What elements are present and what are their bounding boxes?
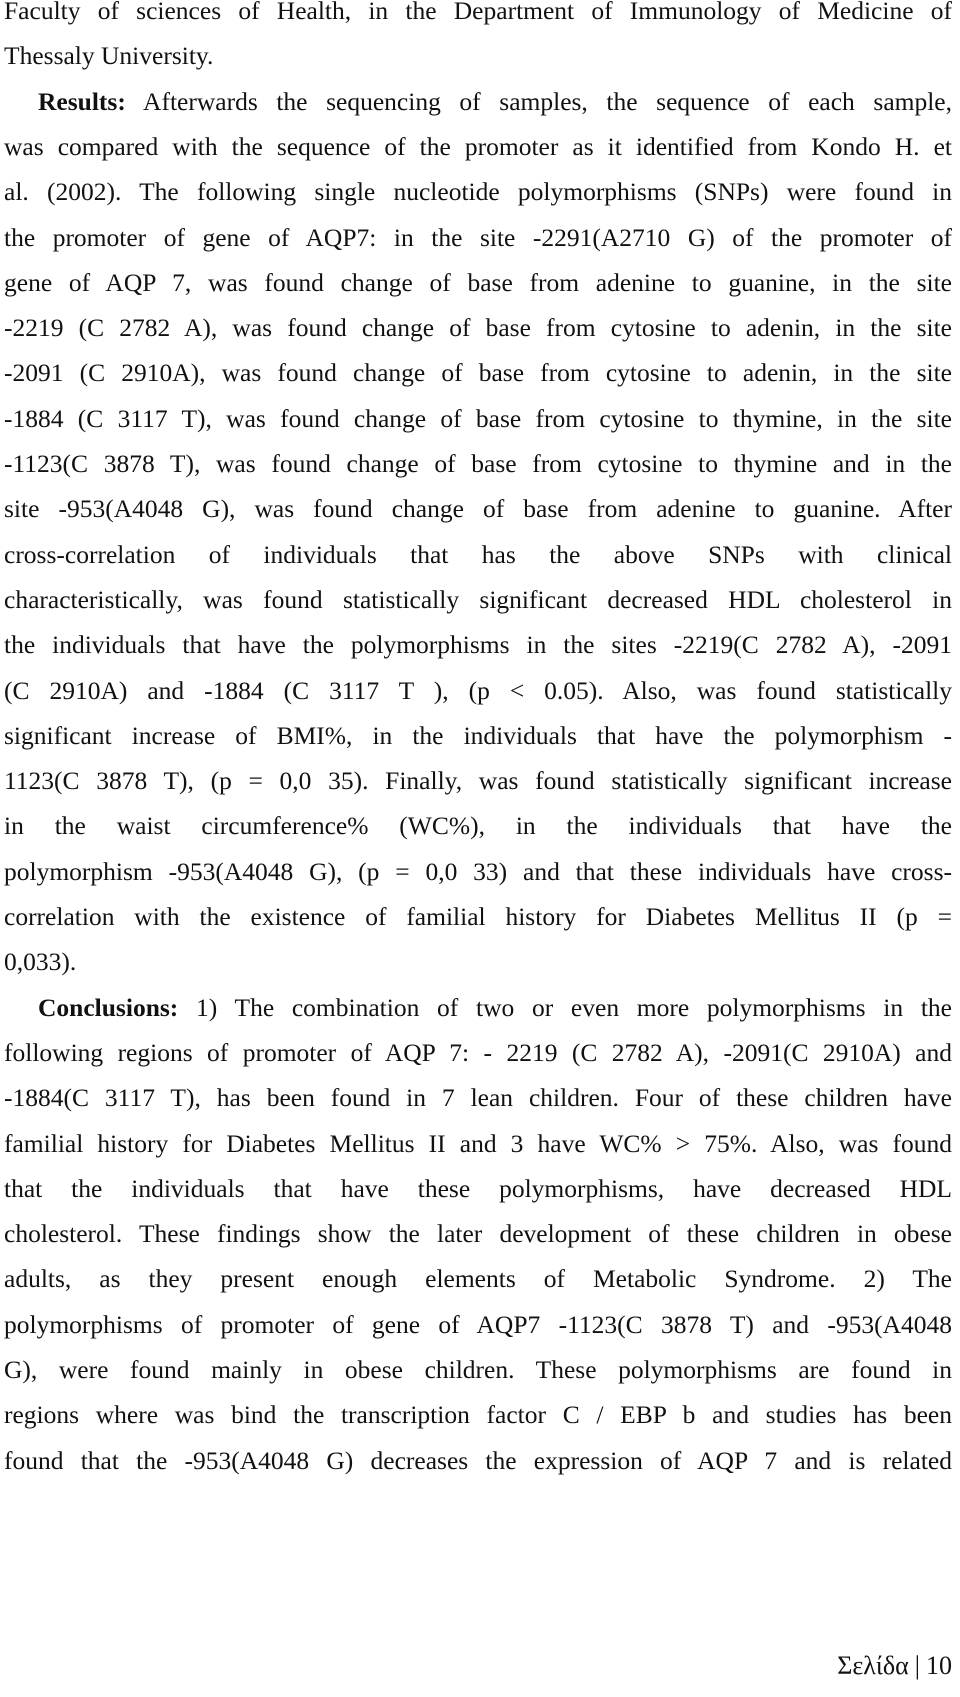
text-line <box>4 167 952 216</box>
text-line <box>4 122 952 171</box>
text-line <box>4 394 952 443</box>
text-line <box>4 213 952 262</box>
line-text: regions where was bind the transcription factor C / EBP b and studies has been <box>4 1400 952 1430</box>
line-text: the individuals that have the polymorphisms in the sites -2219(C 2782 A), -2091 <box>4 630 952 660</box>
text-line <box>4 1119 952 1168</box>
text-line <box>4 530 952 579</box>
text-line <box>4 666 952 715</box>
line-text: the promoter of gene of AQP7: in the site -2291(A2710 G) of the promoter of <box>4 222 952 252</box>
line-text: -1884 (C 3117 T), was found change of base from cytosine to thymine, in the site <box>4 403 952 433</box>
section-label: Conclusions: <box>38 992 179 1022</box>
text-line <box>4 1300 952 1349</box>
line-text: significant increase of BMI%, in the individuals that have the polymorphism - <box>4 720 952 750</box>
line-text: G), were found mainly in obese children. These polymorphisms are found in <box>4 1355 952 1384</box>
text-line <box>4 1254 952 1303</box>
text-line <box>4 575 952 624</box>
text-line <box>4 1164 952 1213</box>
text-line <box>4 711 952 760</box>
page-footer <box>837 1646 952 1686</box>
text-line <box>4 801 952 850</box>
section-label: Results: <box>38 86 126 116</box>
text-line <box>4 1436 952 1485</box>
line-text: cholesterol. These findings show the later development of these children in obese <box>4 1219 952 1249</box>
line-text: adults, as they present enough elements of Metabolic Syndrome. 2) The <box>4 1264 952 1294</box>
text-line <box>4 303 952 352</box>
text-line <box>4 31 952 80</box>
line-text: found that the -953(A4048 G) decreases the expression of AQP 7 and is related <box>4 1445 952 1475</box>
line-text: 1123(C 3878 T), (p = 0,0 35). Finally, was found statistically significant increase <box>4 766 952 796</box>
line-text: in the waist circumference% (WC%), in the individuals that have the <box>4 811 952 841</box>
text-line <box>4 1345 952 1394</box>
text-line <box>4 258 952 307</box>
line-text: -2091 (C 2910A), was found change of base from cytosine to adenin, in the site <box>4 358 952 388</box>
line-text: al. (2002). The following single nucleotide polymorphisms (SNPs) were found in <box>4 177 952 207</box>
line-text: characteristically, was found statistically significant decreased HDL cholesterol in <box>4 584 952 614</box>
line-text: 0,033). <box>4 947 77 977</box>
text-line <box>4 0 952 35</box>
text-line <box>4 937 952 986</box>
line-text: gene of AQP 7, was found change of base from adenine to guanine, in the site <box>4 267 952 297</box>
line-text: polymorphism -953(A4048 G), (p = 0,0 33) and that these individuals have cross- <box>4 856 952 886</box>
text-line <box>4 892 952 941</box>
line-text: that the individuals that have these polymorphisms, have decreased HDL <box>4 1173 952 1203</box>
text-line <box>4 620 952 669</box>
line-text: site -953(A4048 G), was found change of base from adenine to guanine. After <box>4 494 952 524</box>
line-text: -2219 (C 2782 A), was found change of base from cytosine to adenin, in the site <box>4 313 952 343</box>
line-text: Afterwards the sequencing of samples, the sequence of each sample, <box>125 86 952 116</box>
text-line <box>4 1028 952 1077</box>
line-text: 1) The combination of two or even more polymorphisms in the <box>178 992 952 1022</box>
page-separator: | <box>914 1651 920 1680</box>
page-number: 10 <box>926 1651 952 1680</box>
line-text: polymorphisms of promoter of gene of AQP7 -1123(C 3878 T) and -953(A4048 <box>4 1309 952 1339</box>
text-line <box>4 1390 952 1439</box>
text-line <box>4 484 952 533</box>
line-text: -1884(C 3117 T), has been found in 7 lean children. Four of these children have <box>4 1083 952 1113</box>
text-line <box>4 847 952 896</box>
text-line <box>4 1073 952 1122</box>
line-text: following regions of promoter of AQP 7: - 2219 (C 2782 A), -2091(C 2910A) and <box>4 1037 952 1067</box>
text-line <box>4 348 952 397</box>
text-line <box>4 1209 952 1258</box>
text-line <box>4 756 952 805</box>
text-line <box>38 77 952 126</box>
line-text: familial history for Diabetes Mellitus II and 3 have WC% > 75%. Also, was found <box>4 1128 952 1158</box>
line-text: -1123(C 3878 T), was found change of base from cytosine to thymine and in the <box>4 449 952 478</box>
line-text: cross-correlation of individuals that has the above SNPs with clinical <box>4 539 952 569</box>
text-line <box>38 983 952 1032</box>
text-line <box>4 439 952 488</box>
line-text: Faculty of sciences of Health, in the Department of Immunology of Medicine of <box>4 0 952 25</box>
page-word: Σελίδα <box>837 1651 909 1680</box>
line-text: (C 2910A) and -1884 (C 3117 T ), (p < 0.05). Also, was found statistically <box>4 675 952 705</box>
line-text: was compared with the sequence of the promoter as it identified from Kondo H. et <box>4 131 952 161</box>
line-text: correlation with the existence of familial history for Diabetes Mellitus II (p = <box>4 902 952 931</box>
line-text: Thessaly University. <box>4 41 214 71</box>
